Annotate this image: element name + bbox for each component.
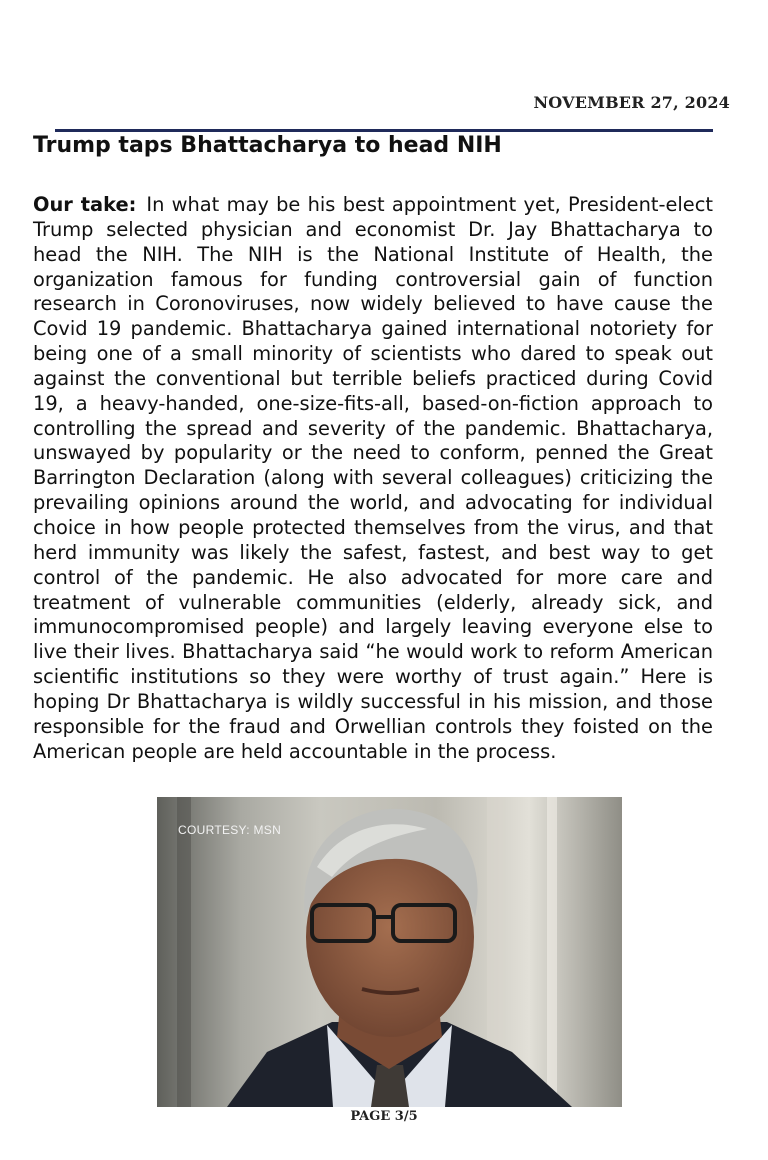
article-headline: Trump taps Bhattacharya to head NIH: [33, 133, 502, 158]
article-body: [33, 193, 713, 764]
lead-label: Our take:: [33, 193, 137, 216]
portrait-photo: [157, 797, 622, 1107]
article-date: NOVEMBER 27, 2024: [533, 93, 730, 112]
page-number: PAGE 3/5: [350, 1109, 418, 1124]
header-divider: [55, 129, 713, 132]
article-body-text: In what may be his best appointment yet, President-elect Trump selected physician and economist Dr. Jay Bhattacharya to head the NIH. The NIH is the National Institute of Health, the organization famous for funding controversial gain of function research in Coronoviruses, now widely believed to have cause the Covid 19 pandemic. Bhattacharya gained international notoriety for being one of a small minority of scientists who dared to speak out against the conventional but terrible beliefs practiced during Covid 19, a heavy-handed, one-size-fits-all, based-on-fiction approach to controlling the spread and severity of the pandemic. Bhattacharya, unswayed by popularity or the need to conform, penned the Great Barrington Declaration (along with several colleagues) criticizing the prevailing opinions around the world, and advocating for individual choice in how people protected themselves from the virus, and that herd immunity was likely the safest, fastest, and best way to get control of the pandemic. He also advocated for more care and treatment of vulnerable communities (elderly, already sick, and immunocompromised people) and largely leaving everyone else to live their lives. Bhattacharya said “he would work to reform American scientific institutions so they were worthy of trust again.” Here is hoping Dr Bhattacharya is wildly successful in his mission, and those responsible for the fraud and Orwellian controls they foisted on the American people are held accountable in the process.: [33, 193, 713, 763]
portrait-illustration: [157, 797, 622, 1107]
photo-credit: COURTESY: MSN: [178, 823, 282, 837]
